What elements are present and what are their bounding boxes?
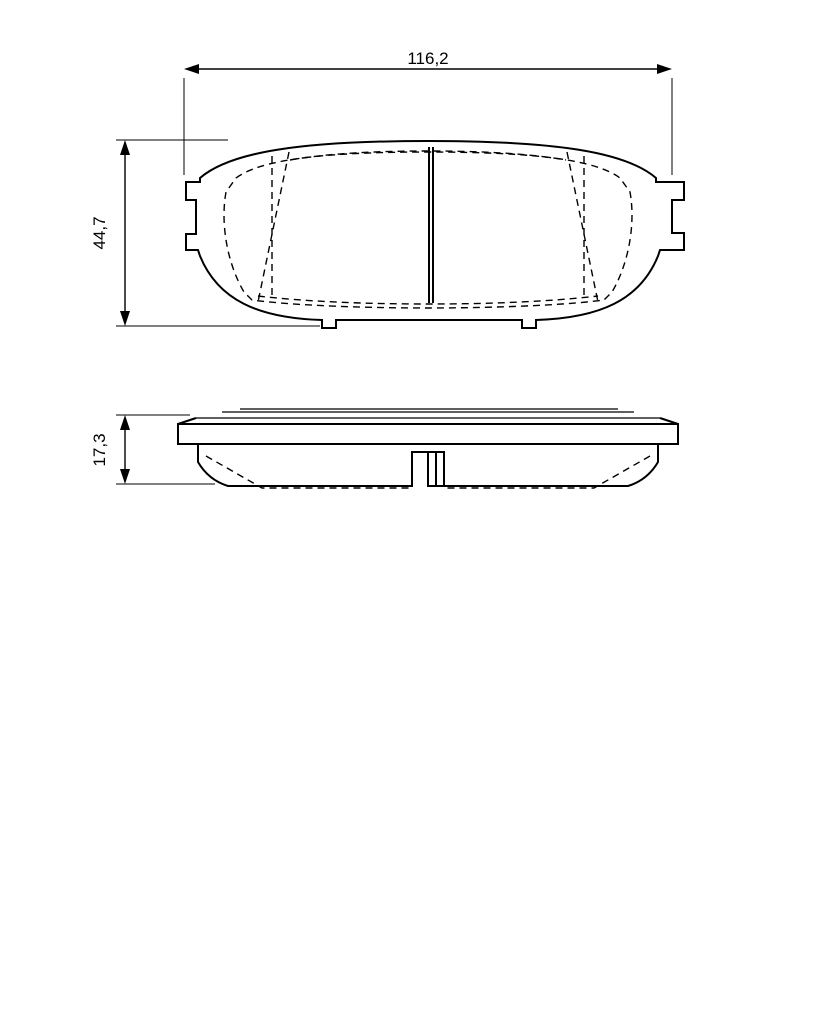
pad-backing-plate [186, 141, 684, 328]
arrow-right-icon [657, 64, 672, 74]
right-notch-detail [672, 200, 684, 233]
left-notch-detail [186, 200, 196, 234]
arrow-down-icon [120, 311, 130, 326]
dimension-width-label: 116,2 [407, 49, 449, 68]
dimension-thickness-label: 17,3 [90, 433, 109, 467]
brake-pad-front-outline [186, 141, 684, 328]
brake-pad-side-outline [178, 409, 678, 488]
arrow-up-thickness-icon [120, 415, 130, 430]
arrow-down-thickness-icon [120, 469, 130, 484]
arrow-left-icon [184, 64, 199, 74]
dimension-height-label: 44,7 [90, 216, 109, 250]
arrow-up-icon [120, 140, 130, 155]
